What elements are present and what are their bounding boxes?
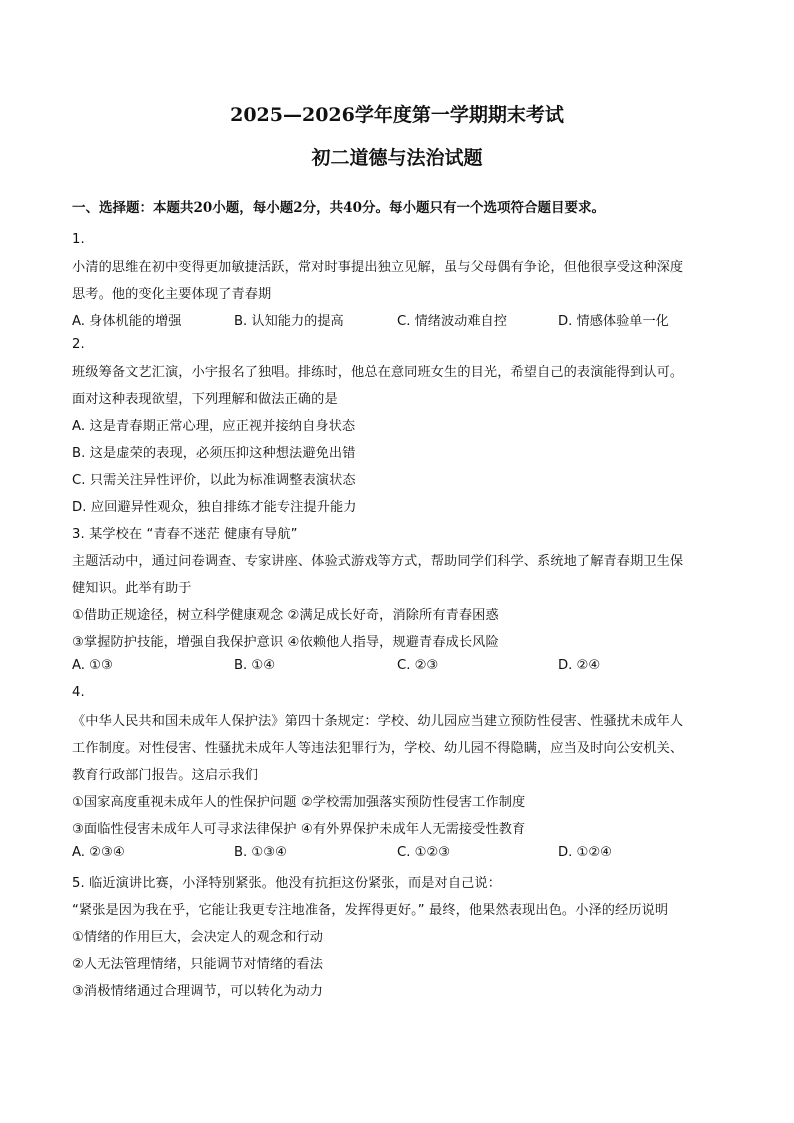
q4-option-d: D. ①②④ xyxy=(558,845,613,860)
q2-stem-line2: 面对这种表现欲望，下列理解和做法正确的是 xyxy=(72,392,338,407)
q2-option-c: C. 只需关注异性评价，以此为标准调整表演状态 xyxy=(72,473,356,488)
q2-number: 2. xyxy=(72,337,85,352)
q3-option-d: D. ②④ xyxy=(558,658,601,673)
q4-option-c: C. ①②③ xyxy=(397,845,451,860)
q3-option-b: B. ①④ xyxy=(234,658,276,673)
q1-option-d: D. 情感体验单一化 xyxy=(558,314,669,329)
q1-option-b: B. 认知能力的提高 xyxy=(234,314,344,329)
q1-number: 1. xyxy=(72,232,85,247)
q2-option-d: D. 应回避异性观众，独自排练才能专注提升能力 xyxy=(72,500,357,515)
q5-statement-1: ①情绪的作用巨大，会决定人的观念和行动 xyxy=(72,930,324,945)
q3-stem-line1: 主题活动中，通过问卷调查、专家讲座、体验式游戏等方式，帮助同学们科学、系统地了解青春期卫生保 xyxy=(72,554,684,569)
q4-stem-line1: 《中华人民共和国未成年人保护法》第四十条规定：学校、幼儿园应当建立预防性侵害、性骚扰未成年人 xyxy=(72,714,684,729)
q1-option-a: A. 身体机能的增强 xyxy=(72,314,182,329)
q3-statement-line2: ③掌握防护技能，增强自我保护意识 ④依赖他人指导，规避青春成长风险 xyxy=(72,635,499,650)
q4-statement-line2: ③面临性侵害未成年人可寻求法律保护 ④有外界保护未成年人无需接受性教育 xyxy=(72,822,526,837)
q5-statement-3: ③消极情绪通过合理调节，可以转化为动力 xyxy=(72,984,324,999)
q5-statement-2: ②人无法管理情绪，只能调节对情绪的看法 xyxy=(72,957,324,972)
q1-stem-line1: 小清的思维在初中变得更加敏捷活跃，常对时事提出独立见解，虽与父母偶有争论，但他很享受这种深度 xyxy=(72,260,684,275)
q4-statement-line1: ①国家高度重视未成年人的性保护问题 ②学校需加强落实预防性侵害工作制度 xyxy=(72,795,526,810)
q4-stem-line2: 工作制度。对性侵害、性骚扰未成年人等违法犯罪行为，学校、幼儿园不得隐瞒，应当及时向公安机关、 xyxy=(72,741,684,756)
q2-option-b: B. 这是虚荣的表现，必须压抑这种想法避免出错 xyxy=(72,446,356,461)
q4-option-a: A. ②③④ xyxy=(72,845,125,860)
q2-option-a: A. 这是青春期正常心理，应正视并接纳自身状态 xyxy=(72,419,356,434)
q3-stem-line2: 健知识。此举有助于 xyxy=(72,581,192,596)
q3-statement-line1: ①借助正规途径，树立科学健康观念 ②满足成长好奇，消除所有青春困惑 xyxy=(72,608,499,623)
q4-option-b: B. ①③④ xyxy=(234,845,287,860)
q4-stem-line3: 教育行政部门报告。这启示我们 xyxy=(72,768,259,783)
q5-number-line: 5. 临近演讲比赛，小泽特别紧张。他没有抗拒这份紧张，而是对自己说： xyxy=(72,876,501,891)
exam-subtitle: 初二道德与法治试题 xyxy=(311,147,483,169)
q3-option-c: C. ②③ xyxy=(397,658,439,673)
q1-option-c: C. 情绪波动难自控 xyxy=(397,314,507,329)
section-heading: 一、选择题：本题共20小题，每小题2分，共40分。每小题只有一个选项符合题目要求。 xyxy=(72,200,605,216)
q3-number-line: 3. 某学校在 “青春不迷茫 健康有导航” xyxy=(72,527,298,542)
exam-title: 2025—2026学年度第一学期期末考试 xyxy=(230,104,564,126)
q4-number: 4. xyxy=(72,685,85,700)
q1-stem-line2: 思考。他的变化主要体现了青春期 xyxy=(72,287,272,302)
q5-stem-line1: “紧张是因为我在乎，它能让我更专注地准备，发挥得更好。” 最终，他果然表现出色。小泽的经历说明 xyxy=(72,903,669,918)
q3-option-a: A. ①③ xyxy=(72,658,113,673)
q2-stem-line1: 班级筹备文艺汇演，小宇报名了独唱。排练时，他总在意同班女生的目光，希望自己的表演能得到认可。 xyxy=(72,365,684,380)
